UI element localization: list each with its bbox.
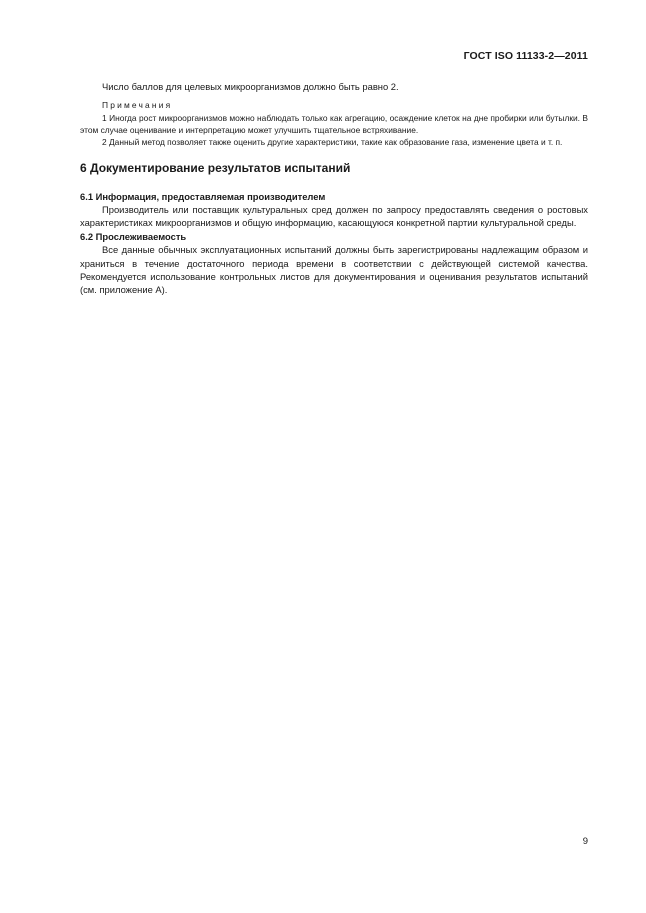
note-item-1: 1 Иногда рост микроорганизмов можно наблюдать только как агрегацию, осаждение клеток на дне пробирки или бутылки. В этом случае оценивание и интерпретацию может улучшить тщательное встряхивание. xyxy=(80,112,588,135)
document-code-header: ГОСТ ISO 11133-2—2011 xyxy=(463,50,588,62)
subsection-6-2-title: 6.2 Прослеживаемость xyxy=(80,230,187,242)
subsection-6-1-text: Производитель или поставщик культуральных сред должен по запросу предоставлять сведения о ростовых характеристиках микроорганизмов и общую информацию, касающуюся конкретной партии культуральной среды. xyxy=(80,204,588,229)
intro-paragraph: Число баллов для целевых микроорганизмов должно быть равно 2. xyxy=(102,81,399,92)
section-6-title: 6 Документирование результатов испытаний xyxy=(80,161,351,176)
page-content xyxy=(80,78,588,297)
page-number: 9 xyxy=(582,836,588,847)
notes-label: Примечания xyxy=(102,100,173,111)
notes-block xyxy=(80,99,588,148)
subsection-6-2-text: Все данные обычных эксплуатационных испытаний должны быть зарегистрированы надлежащим образом и храниться в течение достаточного периода времени в соответствии с действующей системой качества. Рекомендуется использование контрольных листов для документирования и оценивания результатов испытаний (см. приложение А). xyxy=(80,244,588,296)
note-item-2: 2 Данный метод позволяет также оценить другие характеристики, такие как образование газа, изменение цвета и т. п. xyxy=(102,137,563,148)
subsection-6-1-title: 6.1 Информация, предоставляемая производителем xyxy=(80,190,326,202)
